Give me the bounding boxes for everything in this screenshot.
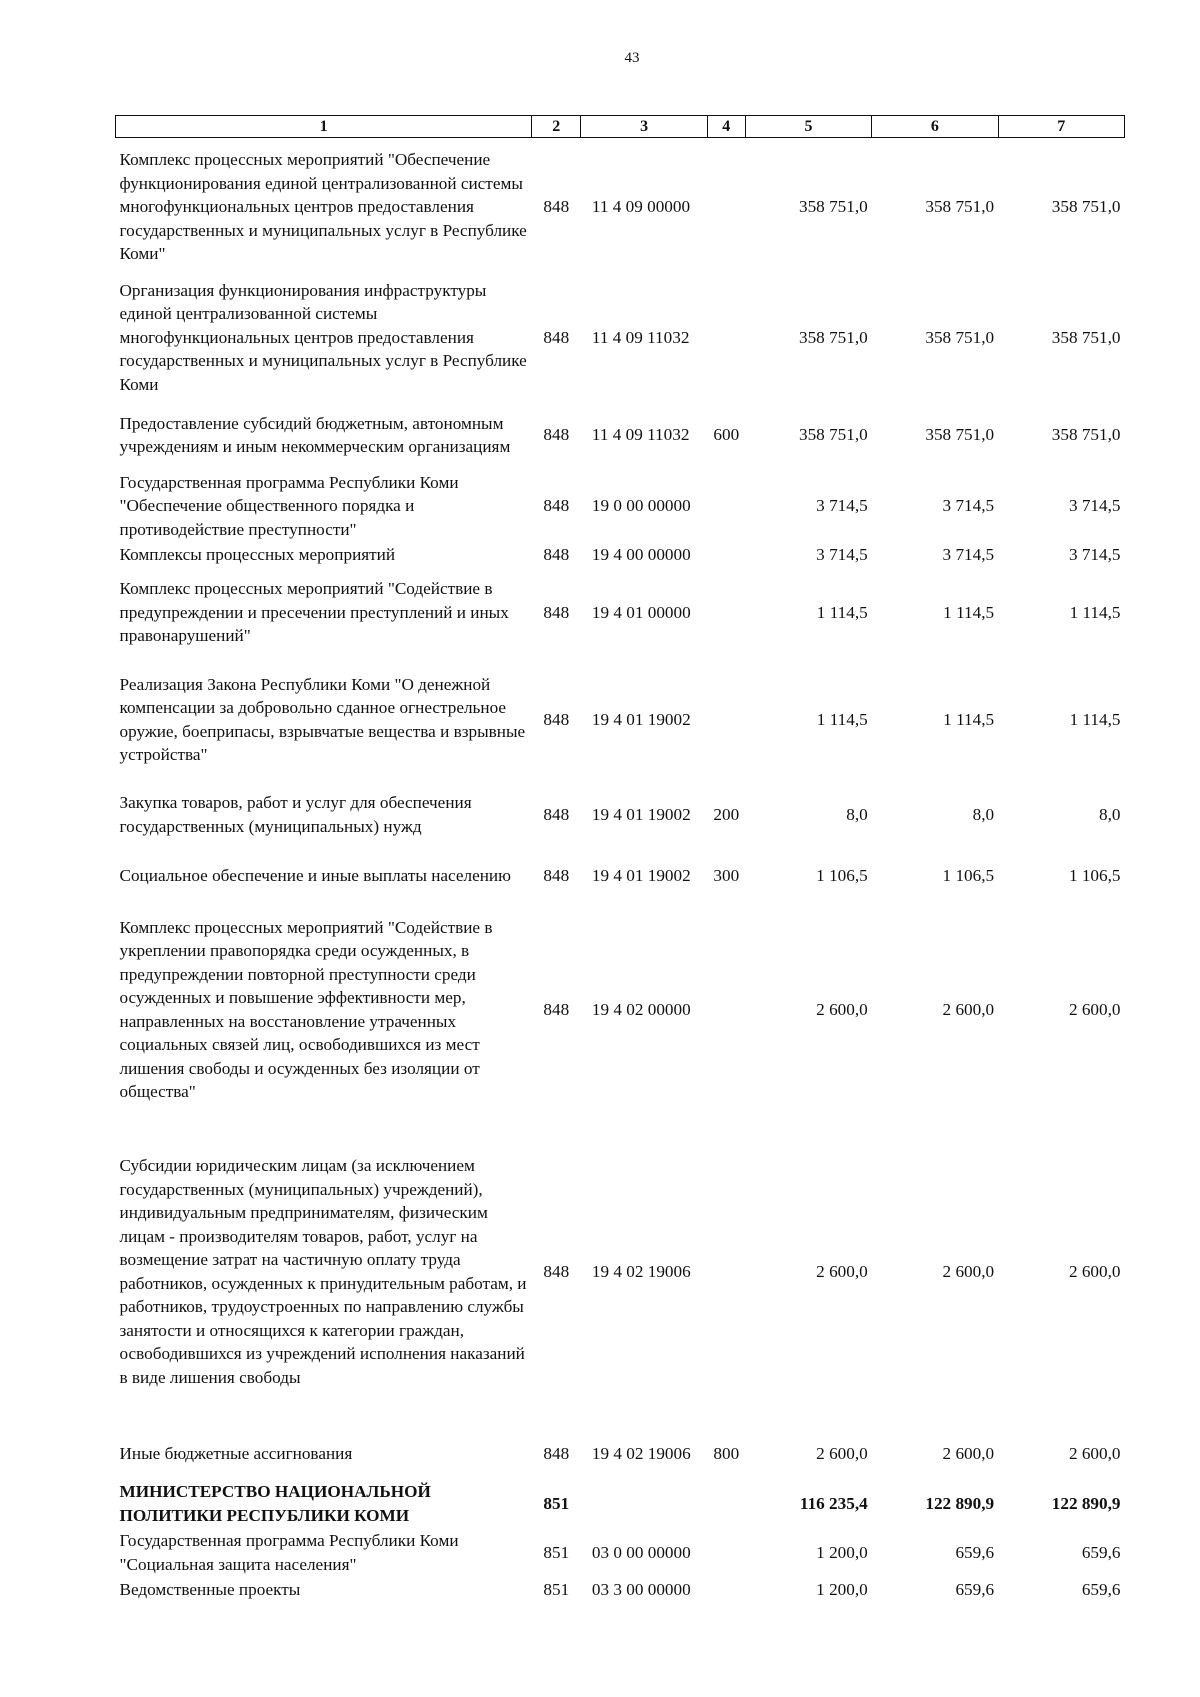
- row-csr: 19 4 02 00000: [591, 999, 691, 1019]
- row-value-3: 659,6: [1081, 1580, 1121, 1600]
- row-name: Ведомственные проекты: [119, 1580, 301, 1600]
- row-name: Комплекс процессных мероприятий "Содействие в предупреждении и пресечении преступлений и иных правонарушений": [119, 579, 509, 646]
- row-value-2: 2 600,0: [942, 1443, 995, 1463]
- row-value-1: 3 714,5: [816, 545, 868, 565]
- row-name: Субсидии юридическим лицам (за исключением государственных (муниципальных) учреждений), индивидуальным предпринимателям, физическим лицам - производителям товаров, работ, услуг на возмещение затрат на частичную оплату труда работников, осужденных к принудительным работам, и работников, трудоустроенных по направлению службы занятости и относящихся к категории граждан, освободившихся из учреждений исполнения наказаний в виде лишения свободы: [119, 1156, 527, 1387]
- row-value-3: 2 600,0: [1068, 999, 1121, 1019]
- row-grbs: 848: [543, 804, 570, 824]
- row-name: Организация функционирования инфраструктуры единой централизованной системы многофункциональных центров предоставления государственных и муниципальных услуг в Республике Коми: [119, 280, 527, 394]
- row-grbs: 848: [543, 425, 570, 445]
- row-csr: 19 4 01 19002: [591, 709, 691, 729]
- table-row: [116, 847, 1125, 905]
- row-grbs: 848: [543, 1261, 570, 1281]
- row-value-1: 358 751,0: [798, 197, 868, 216]
- table-row: [116, 542, 1125, 569]
- row-csr: 03 3 00 00000: [591, 1580, 691, 1600]
- row-value-1: 1 106,5: [816, 865, 868, 885]
- row-csr: [581, 1479, 707, 1529]
- row-vr: 800: [713, 1443, 740, 1463]
- header-col-4: 4: [707, 116, 745, 138]
- row-value-3: 8,0: [1099, 804, 1121, 824]
- row-vr: [707, 1529, 745, 1577]
- row-grbs: 848: [543, 999, 570, 1019]
- budget-table: [115, 115, 1125, 1604]
- row-name: Реализация Закона Республики Коми "О денежной компенсации за добровольно сданное огнестрельное оружие, боеприпасы, взрывчатые вещества и взрывные устройства": [119, 674, 526, 764]
- row-value-3: 358 751,0: [1051, 327, 1121, 347]
- row-value-3: 659,6: [1081, 1542, 1121, 1562]
- row-value-1: 2 600,0: [816, 1443, 868, 1463]
- row-name: Социальное обеспечение и иные выплаты населению: [119, 865, 511, 885]
- table-header-row: [116, 116, 1125, 138]
- table-row-ministry: [116, 1479, 1125, 1529]
- row-value-1: 2 600,0: [816, 1261, 868, 1281]
- row-value-1: 2 600,0: [816, 999, 868, 1019]
- table-row: [116, 400, 1125, 471]
- table-row: [116, 1529, 1125, 1577]
- row-value-3: 1 106,5: [1068, 865, 1121, 885]
- row-vr: [707, 1479, 745, 1529]
- row-csr: 11 4 09 11032: [591, 425, 690, 445]
- row-value-2: 8,0: [972, 804, 995, 824]
- row-value-3: 1 114,5: [1069, 709, 1121, 729]
- row-value-1: 358 751,0: [798, 425, 868, 445]
- row-grbs: 848: [543, 709, 570, 729]
- row-csr: 11 4 09 11032: [591, 327, 690, 347]
- row-value-2: 1 114,5: [943, 709, 995, 729]
- row-value-2: 3 714,5: [942, 545, 995, 565]
- row-vr: 600: [713, 425, 740, 445]
- row-value-2: 1 114,5: [943, 602, 995, 622]
- row-grbs: 848: [543, 197, 570, 216]
- row-value-2: 2 600,0: [942, 999, 995, 1019]
- row-name: Предоставление субсидий бюджетным, автономным учреждениям и иным некоммерческим организациям: [119, 413, 511, 456]
- table-row: [116, 657, 1125, 783]
- row-csr: 03 0 00 00000: [591, 1542, 691, 1562]
- row-value-2: 659,6: [955, 1580, 995, 1600]
- row-value-2: 358 751,0: [925, 327, 995, 347]
- row-grbs: 848: [543, 496, 570, 516]
- row-value-2: 3 714,5: [942, 496, 995, 516]
- row-csr: 19 0 00 00000: [591, 496, 691, 516]
- row-csr: 19 4 01 00000: [591, 602, 691, 622]
- header-col-3: 3: [581, 116, 707, 138]
- row-name: МИНИСТЕРСТВО НАЦИОНАЛЬНОЙ ПОЛИТИКИ РЕСПУБЛИКИ КОМИ: [119, 1482, 431, 1525]
- table-row: [116, 471, 1125, 542]
- row-name: Комплексы процессных мероприятий: [119, 545, 396, 565]
- row-value-1: 1 114,5: [816, 602, 868, 622]
- row-value-3: 122 890,9: [1051, 1493, 1121, 1513]
- row-value-3: 3 714,5: [1068, 545, 1121, 565]
- row-csr: 19 4 02 19006: [591, 1443, 691, 1463]
- row-value-1: 8,0: [846, 804, 868, 824]
- row-csr: 19 4 01 19002: [591, 804, 691, 824]
- row-vr: 200: [713, 804, 740, 824]
- row-grbs: 848: [543, 327, 570, 347]
- page-number: 43: [624, 50, 640, 66]
- row-value-3: 1 114,5: [1069, 602, 1121, 622]
- row-value-2: 1 106,5: [942, 865, 995, 885]
- table-row: [116, 569, 1125, 657]
- row-csr: 19 4 00 00000: [591, 545, 691, 565]
- row-name: Государственная программа Республики Коми "Обеспечение общественного порядка и противодействие преступности": [119, 472, 459, 539]
- row-value-1: 1 200,0: [816, 1542, 868, 1562]
- row-value-3: 358 751,0: [1051, 197, 1121, 216]
- table-row: [116, 1429, 1125, 1479]
- table-row: [116, 1115, 1125, 1429]
- row-grbs: 851: [543, 1580, 570, 1600]
- row-csr: 19 4 02 19006: [591, 1261, 691, 1281]
- row-value-3: 3 714,5: [1068, 496, 1121, 516]
- row-grbs: 848: [543, 1443, 570, 1463]
- row-name: Комплекс процессных мероприятий "Обеспечение функционирования единой централизованной системы многофункциональных центров предоставления государственных и муниципальных услуг в Республике Коми": [119, 150, 527, 263]
- row-vr: [707, 569, 745, 657]
- header-col-5: 5: [745, 116, 871, 138]
- row-value-1: 1 200,0: [816, 1580, 868, 1600]
- row-name: Государственная программа Республики Коми "Социальная защита населения": [119, 1531, 459, 1574]
- row-csr: 19 4 01 19002: [591, 865, 691, 885]
- row-value-2: 2 600,0: [942, 1261, 995, 1281]
- row-vr: [707, 1577, 745, 1604]
- row-grbs: 848: [543, 545, 570, 565]
- row-value-2: 122 890,9: [925, 1493, 995, 1513]
- row-value-1: 3 714,5: [816, 496, 868, 516]
- row-value-1: 116 235,4: [799, 1493, 868, 1513]
- row-vr: [707, 471, 745, 542]
- header-col-1: 1: [116, 116, 532, 138]
- row-vr: [707, 905, 745, 1115]
- row-vr: [707, 542, 745, 569]
- row-vr: [707, 1115, 745, 1429]
- row-value-3: 2 600,0: [1068, 1261, 1121, 1281]
- table-row: [116, 1577, 1125, 1604]
- row-value-1: 358 751,0: [798, 327, 868, 347]
- row-grbs: 848: [543, 865, 570, 885]
- row-value-2: 358 751,0: [925, 197, 995, 216]
- row-vr: [707, 276, 745, 400]
- header-col-7: 7: [998, 116, 1124, 138]
- row-grbs: 851: [543, 1493, 570, 1513]
- table-row: [116, 905, 1125, 1115]
- row-csr: 11 4 09 00000: [591, 197, 691, 216]
- table-row: [116, 276, 1125, 400]
- header-col-6: 6: [872, 116, 998, 138]
- row-vr: [707, 138, 745, 276]
- row-vr: 300: [713, 865, 740, 885]
- row-grbs: 851: [543, 1542, 570, 1562]
- table-row: [116, 783, 1125, 847]
- row-grbs: 848: [543, 602, 570, 622]
- row-value-2: 358 751,0: [925, 425, 995, 445]
- row-value-1: 1 114,5: [816, 709, 868, 729]
- row-name: Закупка товаров, работ и услуг для обеспечения государственных (муниципальных) нужд: [119, 793, 472, 836]
- row-value-2: 659,6: [955, 1542, 995, 1562]
- header-col-2: 2: [532, 116, 581, 138]
- table-row: [116, 138, 1125, 276]
- row-vr: [707, 657, 745, 783]
- row-name: Иные бюджетные ассигнования: [119, 1443, 353, 1463]
- row-name: Комплекс процессных мероприятий "Содействие в укреплении правопорядка среди осужденных, в предупреждении повторной преступности среди осужденных и повышение эффективности мер, направленных на восстановление утраченных социальных связей лиц, освободившихся из мест лишения свободы и осужденных без изоляции от общества": [119, 917, 493, 1101]
- row-value-3: 2 600,0: [1068, 1443, 1121, 1463]
- row-value-3: 358 751,0: [1051, 425, 1121, 445]
